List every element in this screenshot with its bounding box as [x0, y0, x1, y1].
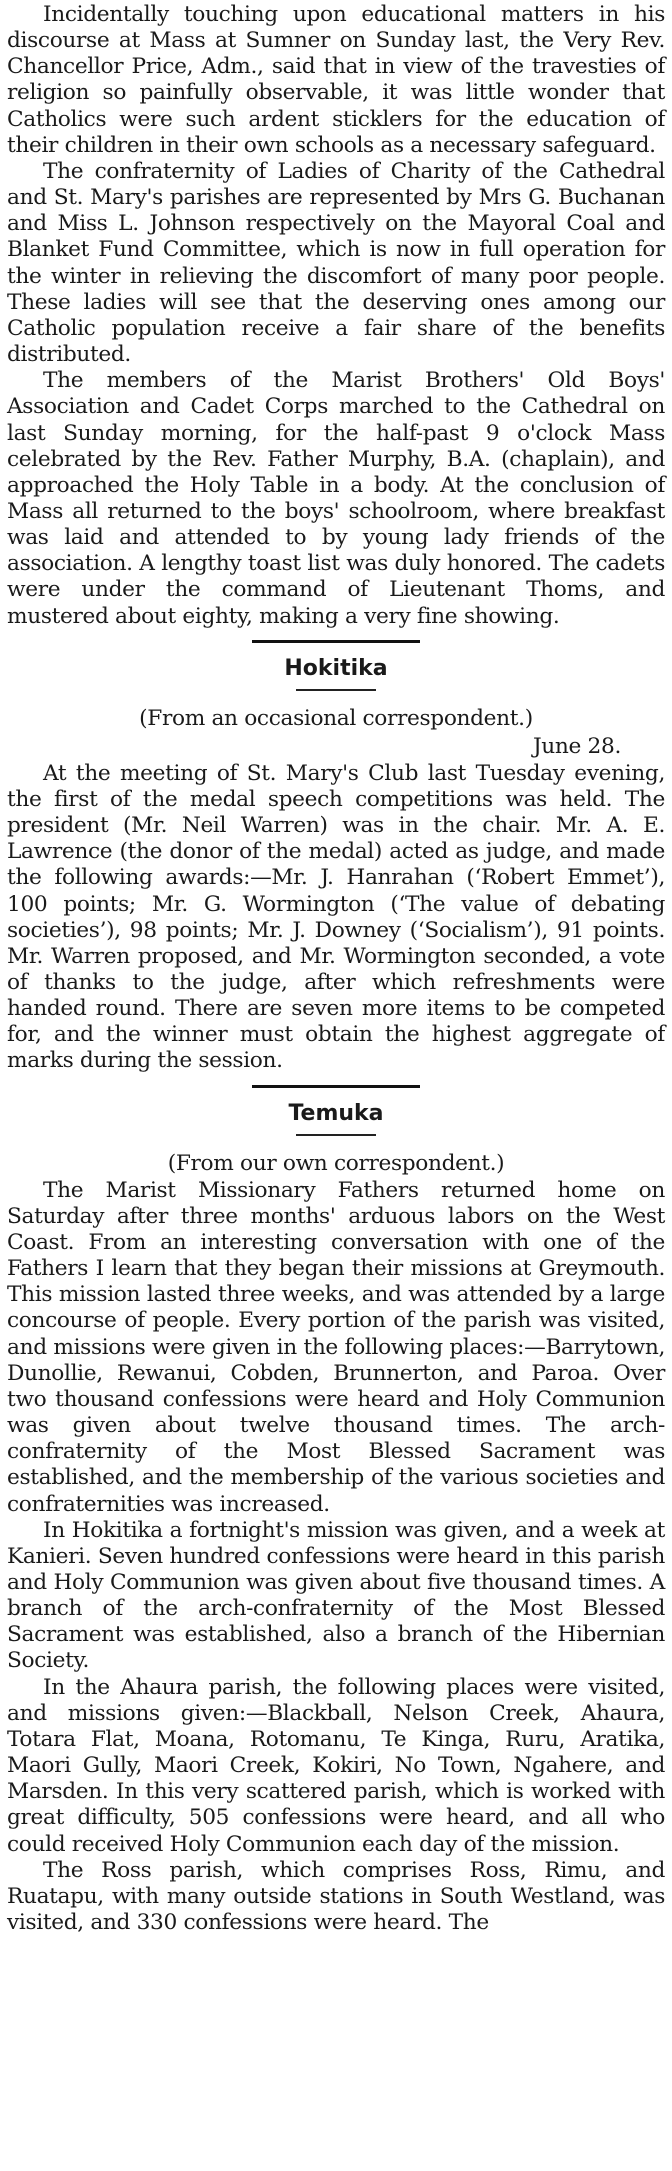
article-paragraph: The confraternity of Ladies of Charity of the Cathedral and St. Mary's parishes are represented by Mrs G. Buchanan and Miss L. Johnson respectively on the Mayoral Coal and Blanket Fund Committee, which is now in full operation for the winter in relieving the discomfort of many poor people. These ladies will see that the deserving ones among our Catholic population receive a fair share of the benefits distributed. [7, 158, 665, 368]
article-paragraph: In Hokitika a fortnight's mission was given, and a week at Kanieri. Seven hundred confessions were heard in this parish and Holy Communion was given about five thousand times. A branch of the arch-confraternity of the Most Blessed Sacrament was established, also a branch of the Hibernian Society. [7, 1517, 665, 1674]
section-divider [252, 640, 420, 643]
heading-underline [296, 689, 376, 691]
article-paragraph: In the Ahaura parish, the following places were visited, and missions given:—Blackball, Nelson Creek, Ahaura, Totara Flat, Moana, Rotomanu, Te Kinga, Ruru, Aratika, Maori Gully, Maori Creek, Kokiri, No Town, Ngahere, and Marsden. In this very scattered parish, which is worked with great difficulty, 505 confessions were heard, and all who could received Holy Communion each day of the mission. [7, 1674, 665, 1857]
section-divider [252, 1085, 420, 1088]
article-paragraph: The members of the Marist Brothers' Old Boys' Association and Cadet Corps marched to the Cathedral on last Sunday morning, for the half-past 9 o'clock Mass celebrated by the Rev. Father Murphy, B.A. (chaplain), and approached the Holy Table in a body. At the conclusion of Mass all returned to the boys' schoolroom, where breakfast was laid and attended to by young lady friends of the association. A lengthy toast list was duly honored. The cadets were under the command of Lieutenant Thoms, and mustered about eighty, making a very fine showing. [7, 368, 665, 629]
heading-underline [296, 1134, 376, 1136]
article-paragraph: Incidentally touching upon educational matters in his discourse at Mass at Sumner on Sunday last, the Very Rev. Chancellor Price, Adm., said that in view of the travesties of religion so painfully observable, it was little wonder that Catholics were such ardent sticklers for the education of their children in their own schools as a necessary safeguard. [7, 2, 665, 158]
dateline: June 28. [532, 733, 621, 759]
article-paragraph: At the meeting of St. Mary's Club last Tuesday evening, the first of the medal speech competitions was held. The president (Mr. Neil Warren) was in the chair. Mr. A. E. Lawrence (the donor of the medal) acted as judge, and made the following awards:—Mr. J. Hanrahan (‘Robert Emmet’), 100 points; Mr. G. Wormington (‘The value of debating societies’), 98 points; Mr. J. Downey (‘Socialism’), 91 points. Mr. Warren proposed, and Mr. Wormington seconded, a vote of thanks to the judge, after which refreshments were handed round. There are seven more items to be competed for, and the winner must obtain the highest aggregate of marks during the session. [7, 760, 665, 1074]
correspondent-byline: (From our own correspondent.) [167, 1150, 505, 1176]
section-heading-hokitika: Hokitika [284, 655, 388, 681]
section-heading-temuka: Temuka [288, 1100, 384, 1126]
correspondent-byline: (From an occasional correspondent.) [139, 705, 533, 731]
article-paragraph: The Marist Missionary Fathers returned home on Saturday after three months' arduous labors on the West Coast. From an interesting conversation with one of the Fathers I learn that they began their missions at Greymouth. This mission lasted three weeks, and was attended by a large concourse of people. Every portion of the parish was visited, and missions were given in the following places:—Barrytown, Dunollie, Rewanui, Cobden, Brunnerton, and Paroa. Over two thousand confessions were heard and Holy Communion was given about twelve thousand times. The arch-confraternity of the Most Blessed Sacrament was established, and the membership of the various societies and confraternities was increased. [7, 1177, 665, 1517]
article-paragraph: The Ross parish, which comprises Ross, Rimu, and Ruatapu, with many outside stations in South Westland, was visited, and 330 confessions were heard. The [7, 1857, 665, 1935]
newspaper-column [7, 2, 665, 1936]
